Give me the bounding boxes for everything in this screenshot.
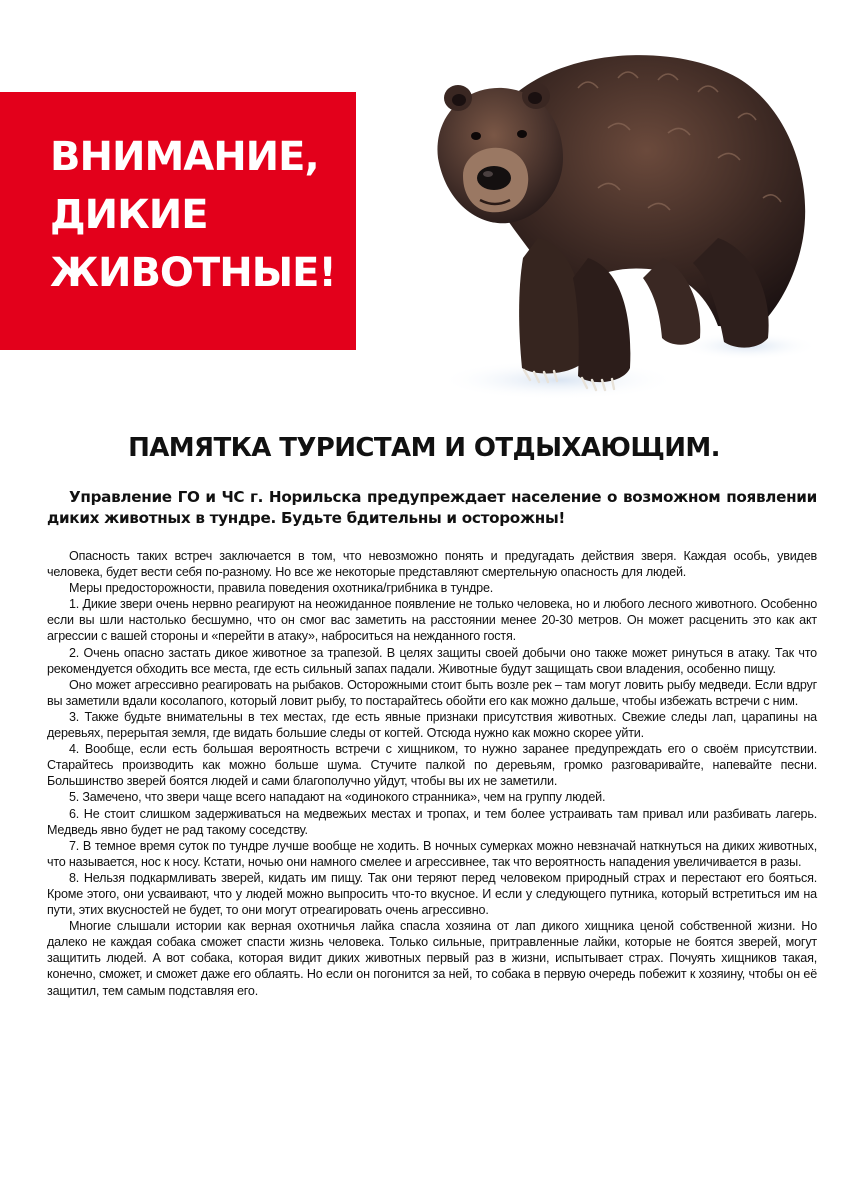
body-paragraph: 3. Также будьте внимательны в тех местах, где есть явные признаки присутствия животных. Свежие следы лап, царапины на деревьях, перерытая земля, где видать большие следы от когтей. Отсюда нужно как можно скорее уйти. bbox=[47, 709, 817, 741]
body-paragraph: 1. Дикие звери очень нервно реагируют на неожиданное появление не только человека, но и любого лесного животного. Особенно если вы шли настолько бесшумно, что он смог вас заметить на расстоянии менее 20-30 метров. Он может расценить это как акт агрессии с вашей стороны и «перейти в атаку», наброситься на нежданного гостя. bbox=[47, 597, 817, 644]
bear-ear-inner bbox=[452, 94, 466, 106]
bear-nose bbox=[477, 166, 511, 190]
bear-ear-inner bbox=[528, 92, 542, 104]
body-paragraph: Многие слышали истории как верная охотничья лайка спасла хозяина от лап дикого хищника ценой собственной жизни. Но далеко не каждая собака сможет спасти жизнь человека. Только сильные, притравленные лайки, которые не боятся зверей, могут защитить людей. А вот собака, которая видит диких животных первый раз в жизни, испытывает страх. Почуять хищников такая, конечно, сможет, и сможет даже его облаять. Но если он погонится за ней, то собака в первую очередь побежит к хозяину, чтобы он её защитил, тем самым подставляя его. bbox=[47, 919, 817, 998]
lead-paragraph: Управление ГО и ЧС г. Норильска предупреждает население о возможном появлении диких животных в тундре. Будьте бдительны и осторожны! bbox=[47, 488, 817, 527]
body-paragraph: 7. В темное время суток по тундре лучше вообще не ходить. В ночных сумерках можно невзначай наткнуться на диких животных, что называется, нос к носу. Кстати, ночью они намного смелее и агрессивнее, так что вероятность нападения увеличивается в разы. bbox=[47, 838, 817, 869]
banner-line-3: ЖИВОТНЫЕ! bbox=[50, 250, 336, 296]
body-paragraph: Меры предосторожности, правила поведения охотника/грибника в тундре. bbox=[69, 581, 494, 596]
bear-front-leg bbox=[573, 258, 630, 382]
body-paragraph: 5. Замечено, что звери чаще всего нападают на «одинокого странника», чем на группу людей. bbox=[69, 790, 606, 805]
bear-nose-highlight bbox=[483, 171, 493, 177]
body-paragraph: Оно может агрессивно реагировать на рыбаков. Осторожными стоит быть возле рек – там могут ловить рыбу медведи. Если вдруг вы заметили вдали косолапого, который ловит рыбу, то постарайтесь обойти его как можно дальше, чтобы избежать встречи с ним. bbox=[47, 677, 817, 708]
bear-eye bbox=[471, 132, 481, 140]
body-paragraph: Опасность таких встреч заключается в том, что невозможно понять и предугадать действия зверя. Каждая особь, увидев человека, будет вести себя по-разному. Но все же некоторые представляют смертельную опасность для людей. bbox=[47, 549, 817, 580]
bear-illustration bbox=[418, 8, 818, 400]
banner-line-2: ДИКИЕ bbox=[50, 192, 208, 238]
body-paragraph: 6. Не стоит слишком задерживаться на медвежьих местах и тропах, и тем более устраивать там привал или разбивать лагерь. Медведь явно будет не рад такому соседству. bbox=[47, 806, 817, 837]
body-paragraph: 2. Очень опасно застать дикое животное за трапезой. В целях защиты своей добычи оно также может ринуться в атаку. Так что рекомендуется обходить все места, где есть сильный запах падали. Животные будут защищать свои владения, особенно пищу. bbox=[47, 645, 817, 676]
warning-banner bbox=[0, 92, 356, 350]
banner-line-1: ВНИМАНИЕ, bbox=[50, 134, 319, 180]
body-paragraph: 4. Вообще, если есть большая вероятность встречи с хищником, то нужно заранее предупреждать его о своём присутствии. Старайтесь производить как можно больше шума. Стучите палкой по деревьям, громко разговаривайте, напевайте песни. Большинство зверей боятся людей и сами благополучно уйдут, чтобы вы их не заметили. bbox=[47, 742, 817, 789]
bear-eye bbox=[517, 130, 527, 138]
body-text bbox=[47, 548, 817, 999]
body-paragraph: 8. Нельзя подкармливать зверей, кидать им пищу. Так они теряют перед человеком природный страх и перестают его бояться. Кроме этого, они усваивают, что у людей можно выпросить что-то вкусное. И если у следующего путника, который встретиться им на пути, этих вкусностей не будет, то они могут отреагировать очень агрессивно. bbox=[47, 870, 817, 918]
page-title: ПАМЯТКА ТУРИСТАМ И ОТДЫХАЮЩИМ. bbox=[128, 433, 720, 463]
